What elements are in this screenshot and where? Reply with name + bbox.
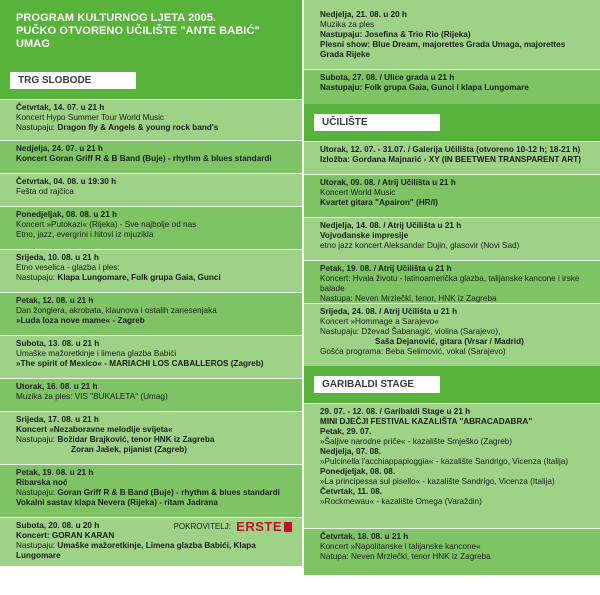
event-line: Fešta od rajčica [16, 187, 74, 196]
event-line: Muzika za ples [320, 20, 375, 29]
event-item [304, 69, 600, 104]
event-line: Nastupaju: Umaške mažoretkinje, Limena glazba Babići, Klapa Lungomare [16, 541, 256, 560]
event-date: Četvrtak, 04. 08. u 19:30 h [16, 177, 117, 186]
event-line: Četvrtak, 11. 08. [320, 487, 382, 496]
event-line: Koncert »Putokazi« (Rijeka) - Sve najbolje od nas [16, 220, 197, 229]
event-date: Petak, 19. 08. u 21 h [16, 468, 94, 477]
event-line: Kvartet gitara "Apairon" (HR/I) [320, 198, 438, 207]
event-line: Koncert »Hommage a Sarajevo« [320, 317, 439, 326]
event-line: Nastupaju: Folk grupa Gaia, Gunci i klapa Lungomare [320, 83, 529, 92]
event-date: Nedjelja, 14. 08. / Atrij Učilišta u 21 h [320, 221, 462, 230]
event-date: Srijeda, 24. 08. / Atrij Učilišta u 21 h [320, 307, 458, 316]
event-line: »La principessa sul pisello« - kazalište Sandrigo, Vicenza (Italija) [320, 477, 555, 486]
section-title-trg-slobode: TRG SLOBODE [10, 72, 136, 89]
event-date: Nedjelja, 21. 08. u 20 h [320, 10, 407, 19]
section-bar-trg [0, 62, 302, 99]
event-item [304, 217, 600, 260]
event-line: Nastupaju: Dragon fly & Angels & young rock band's [16, 123, 219, 132]
event-date: Petak, 12. 08. u 21 h [16, 296, 94, 305]
event-line: Koncert World Music [320, 188, 396, 197]
event-item [0, 140, 302, 173]
event-line: Plesni show: Blue Dream, majorettes Grada Umaga, majorettes Grada Rijeke [320, 40, 566, 59]
event-item [304, 0, 600, 69]
right-column [304, 0, 600, 595]
sponsor [173, 519, 292, 534]
section-bar-garibaldi [304, 366, 600, 403]
event-line: »The spirit of Mexico« - MARIACHI LOS CABALLEROS (Zagreb) [16, 359, 264, 368]
event-date: Srijeda, 17. 08. u 21 h [16, 415, 99, 424]
section-bar-uciliste [304, 104, 600, 141]
event-item [0, 206, 302, 249]
event-line: Koncert »Nezaboravne melodije svijeta« [16, 425, 173, 434]
section-title-uciliste: UČILIŠTE [314, 114, 440, 131]
event-line: Koncert Hypo Summer Tour World Music [16, 113, 165, 122]
event-line: Nastupaju: Božidar Brajković, tenor HNK iz Zagreba [16, 435, 215, 444]
event-line: Vojvođanske impresije [320, 231, 409, 240]
event-item [304, 174, 600, 217]
event-line: »Pulcinella l'acchiappapioggia« - kazalište Sandrigo, Vicenza (Italija) [320, 457, 569, 466]
event-item [304, 403, 600, 528]
event-line: Etno veselica - glazba i ples: [16, 263, 120, 272]
event-line: Ponedjeljak, 08. 08. [320, 467, 396, 476]
event-line: Nastupaju: Dževad Šabanagić, violina (Sarajevo), [320, 327, 501, 336]
event-line: Nastupaju: Klapa Lungomare, Folk grupa Gaia, Gunci [16, 273, 221, 282]
event-line: Muzika za ples: VIS "BUKALETA" (Umag) [16, 392, 168, 401]
section-title-garibaldi-stage: GARIBALDI STAGE [314, 376, 440, 393]
event-date: Utorak, 12. 07. - 31.07. / Galerija Učilišta (otvoreno 10-12 h; 18-21 h) [320, 145, 581, 154]
event-item [0, 517, 302, 566]
event-item [304, 141, 600, 174]
sponsor-logo: ERSTE [236, 519, 282, 534]
event-line: Koncert: GORAN KARAN [16, 531, 115, 540]
event-line: Koncert »Napolitanske i talijanske kancone« [320, 542, 481, 551]
erste-logo-icon [284, 522, 292, 532]
event-line: Ribarska noć [16, 478, 68, 487]
event-line: Koncert Goran Griff R & B Band (Buje) - rhythm & blues standardi [16, 154, 272, 163]
event-line: Umaške mažoretkinje i limena glazba Babići [16, 349, 177, 358]
event-line: Etno, jazz, evergrini i hitovi iz mjuzikla [16, 230, 154, 239]
program-title: PROGRAM KULTURNOG LJETA 2005. [16, 12, 217, 24]
event-line: Natupa: Neven Mrzlečki, tenor HNK iz Zagreba [320, 552, 491, 561]
event-line: Vokalni sastav klapa Nevera (Rijeka) - ritam Jadrana [16, 498, 218, 507]
event-line: Petak, 29. 07. [320, 427, 372, 436]
sponsor-label: POKROVITELJ: [173, 522, 231, 532]
event-line: »Luda loza nove mame« - Zagreb [16, 316, 145, 325]
event-item [0, 99, 302, 140]
event-item [0, 249, 302, 292]
event-item [304, 303, 600, 366]
program-header [0, 0, 302, 62]
event-date: Četvrtak, 18. 08. u 21 h [320, 532, 409, 541]
event-date: Četvrtak, 14. 07. u 21 h [16, 103, 105, 112]
event-date: 29. 07. - 12. 08. / Garibaldi Stage u 21 h [320, 407, 471, 416]
event-item [304, 528, 600, 575]
event-date: Utorak, 09. 08. / Atrij Učilišta u 21 h [320, 178, 456, 187]
event-item [0, 335, 302, 378]
event-date: Nedjelja, 24. 07. u 21 h [16, 144, 103, 153]
event-line: Gošća programa: Beba Selimović, vokal (Sarajevo) [320, 347, 506, 356]
event-date: Utorak, 16. 08. u 21 h [16, 382, 98, 391]
event-line: Koncert: Hvala životu - latinoamerička glazba, talijanske kancone i irske balade [320, 274, 580, 293]
event-line: Nastupa: Neven Mrzlečki, tenor, HNK iz Zagreba [320, 294, 497, 303]
event-item [304, 260, 600, 303]
event-date: Subota, 13. 08. u 21 h [16, 339, 100, 348]
event-line: Nastupaju: Josefina & Trio Rio (Rijeka) [320, 30, 471, 39]
event-line: etno jazz koncert Aleksandar Dujin, glasovir (Novi Sad) [320, 241, 520, 250]
event-line: »Šaljive narodne priče« - kazalište Smješko (Zagreb) [320, 437, 513, 446]
event-line: Nedjelja, 07. 08. [320, 447, 381, 456]
event-item [0, 173, 302, 206]
event-item [0, 411, 302, 464]
event-item [0, 292, 302, 335]
event-date: Ponedjeljak, 08. 08. u 21 h [16, 210, 118, 219]
event-item [0, 378, 302, 411]
event-line: Izložba: Gordana Majnarić - XY (IN BEETWEN TRANSPARENT ART) [320, 155, 581, 164]
event-line: Saša Dejanović, gitara (Vrsar / Madrid) [375, 337, 524, 346]
event-line: Zoran Jašek, pijanist (Zagreb) [71, 445, 188, 454]
program-subtitle: PUČKO OTVORENO UČILIŠTE "ANTE BABIĆ" UMAG [16, 25, 260, 50]
event-date: Srijeda, 10. 08. u 21 h [16, 253, 99, 262]
event-item [0, 464, 302, 517]
event-line: »Rockmewau« - kazalište Omega (Varaždin) [320, 497, 482, 506]
event-line: Dan žonglera, akrobata, klaunova i ostalih zanesenjaka [16, 306, 217, 315]
event-date: Subota, 27. 08. / Ulice grada u 21 h [320, 73, 455, 82]
event-date: Subota, 20. 08. u 20 h [16, 521, 100, 530]
event-date: Petak, 19. 08. / Atrij Učilišta u 21 h [320, 264, 452, 273]
event-line: Nastupaju: Goran Griff R & B Band (Buje) - rhythm & blues standardi [16, 488, 280, 497]
event-line: MINI DJEČJI FESTIVAL KAZALIŠTA "ABRACADABRA" [320, 417, 533, 426]
